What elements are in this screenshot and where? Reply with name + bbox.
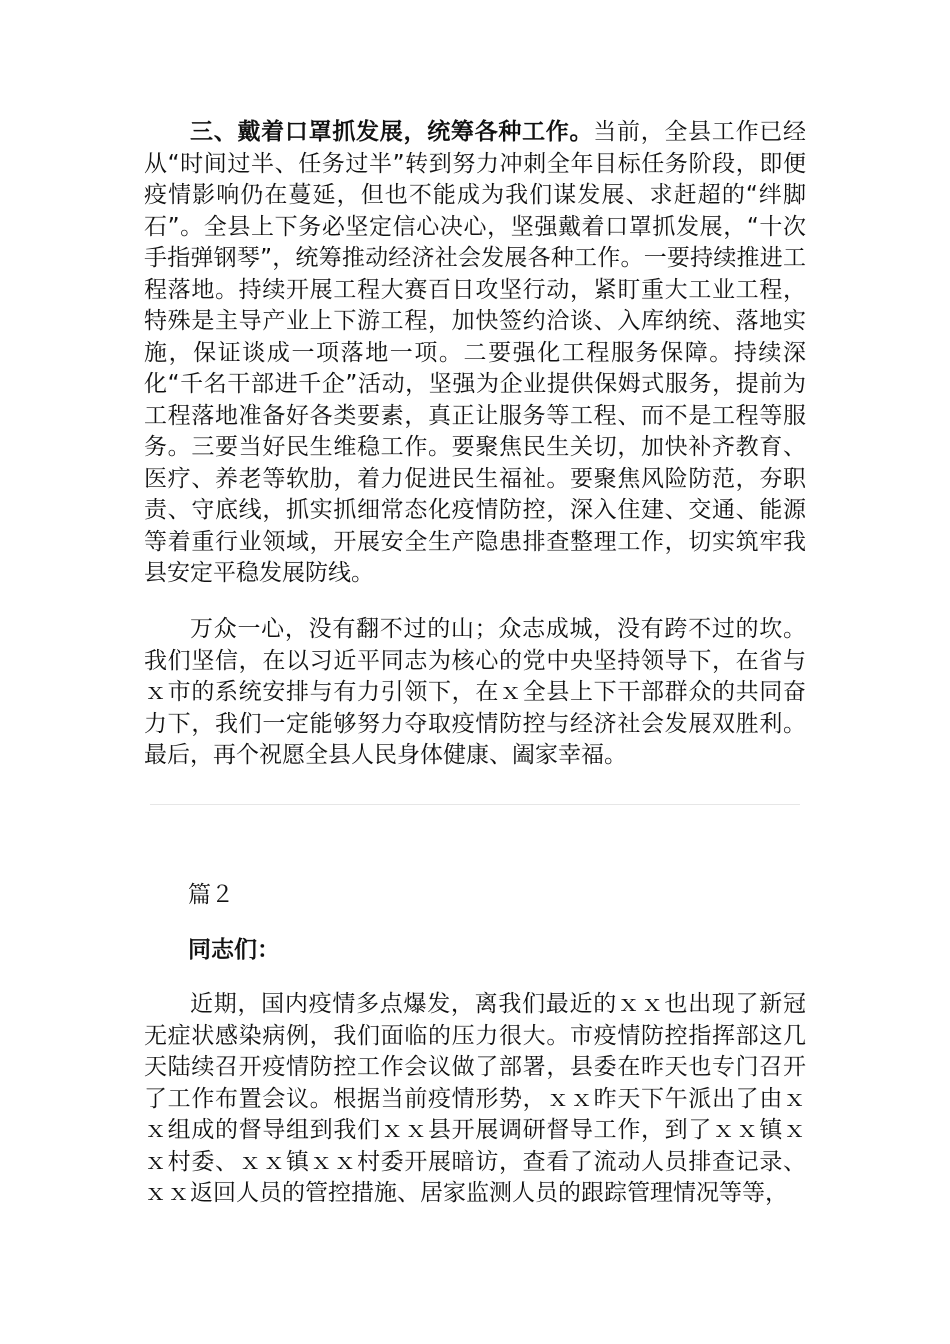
section-3-heading: 三、戴着口罩抓发展，统筹各种工作。 [190,119,594,145]
section-3-body: 当前，全县工作已经从“时间过半、任务过半”转到努力冲刺全年目标任务阶段，即便疫情影响仍在蔓延，但也不能成为我们谋发展、求赶超的“绊脚石”。全县上下务必坚定信心决心，坚强戴着口罩抓发展，“十次手指弹钢琴”，统筹推动经济社会发展各种工作。一要持续推进工程落地。持续开展工程大赛百日攻坚行动，紧盯重大工业工程，特殊是主导产业上下游工程，加快签约洽谈、入库纳统、落地实施，保证谈成一项落地一项。二要强化工程服务保障。持续深化“千名干部进千企”活动，坚强为企业提供保姆式服务，提前为工程落地准备好各类要素，真正让服务等工程、而不是工程等服务。三要当好民生维稳工作。要聚焦民生关切，加快补齐教育、医疗、养老等软肋，着力促进民生福祉。要聚焦风险防范，夯职责、守底线，抓实抓细常态化疫情防控，深入住建、交通、能源等着重行业领域，开展安全生产隐患排查整理工作，切实筑牢我县安定平稳发展防线。 [144,119,807,586]
greeting: 同志们： [188,937,280,963]
part-2-paragraph: 近期，国内疫情多点爆发，离我们最近的ｘｘ也出现了新冠无症状感染病例，我们面临的压力很大。市疫情防控指挥部这几天陆续召开疫情防控工作会议做了部署，县委在昨天也专门召开了工作布置会议。根据当前疫情形势，ｘｘ昨天下午派出了由ｘｘ组成的督导组到我们ｘｘ县开展调研督导工作，到了ｘｘ镇ｘｘ村委、ｘｘ镇ｘｘ村委开展暗访，查看了流动人员排查记录、ｘｘ返回人员的管控措施、居家监测人员的跟踪管理情况等等， [144,991,806,1206]
part-2-label: 篇２ [188,882,234,908]
page-divider [150,804,800,805]
section-3-paragraph [144,117,806,590]
closing-paragraph: 万众一心，没有翻不过的山；众志成城，没有跨不过的坎。我们坚信，在以习近平同志为核心的党中央坚持领导下，在省与ｘ市的系统安排与有力引领下，在ｘ全县上下干部群众的共同奋力下，我们一定能够努力夺取疫情防控与经济社会发展双胜利。最后，再个祝愿全县人民身体健康、阖家幸福。 [144,616,806,768]
